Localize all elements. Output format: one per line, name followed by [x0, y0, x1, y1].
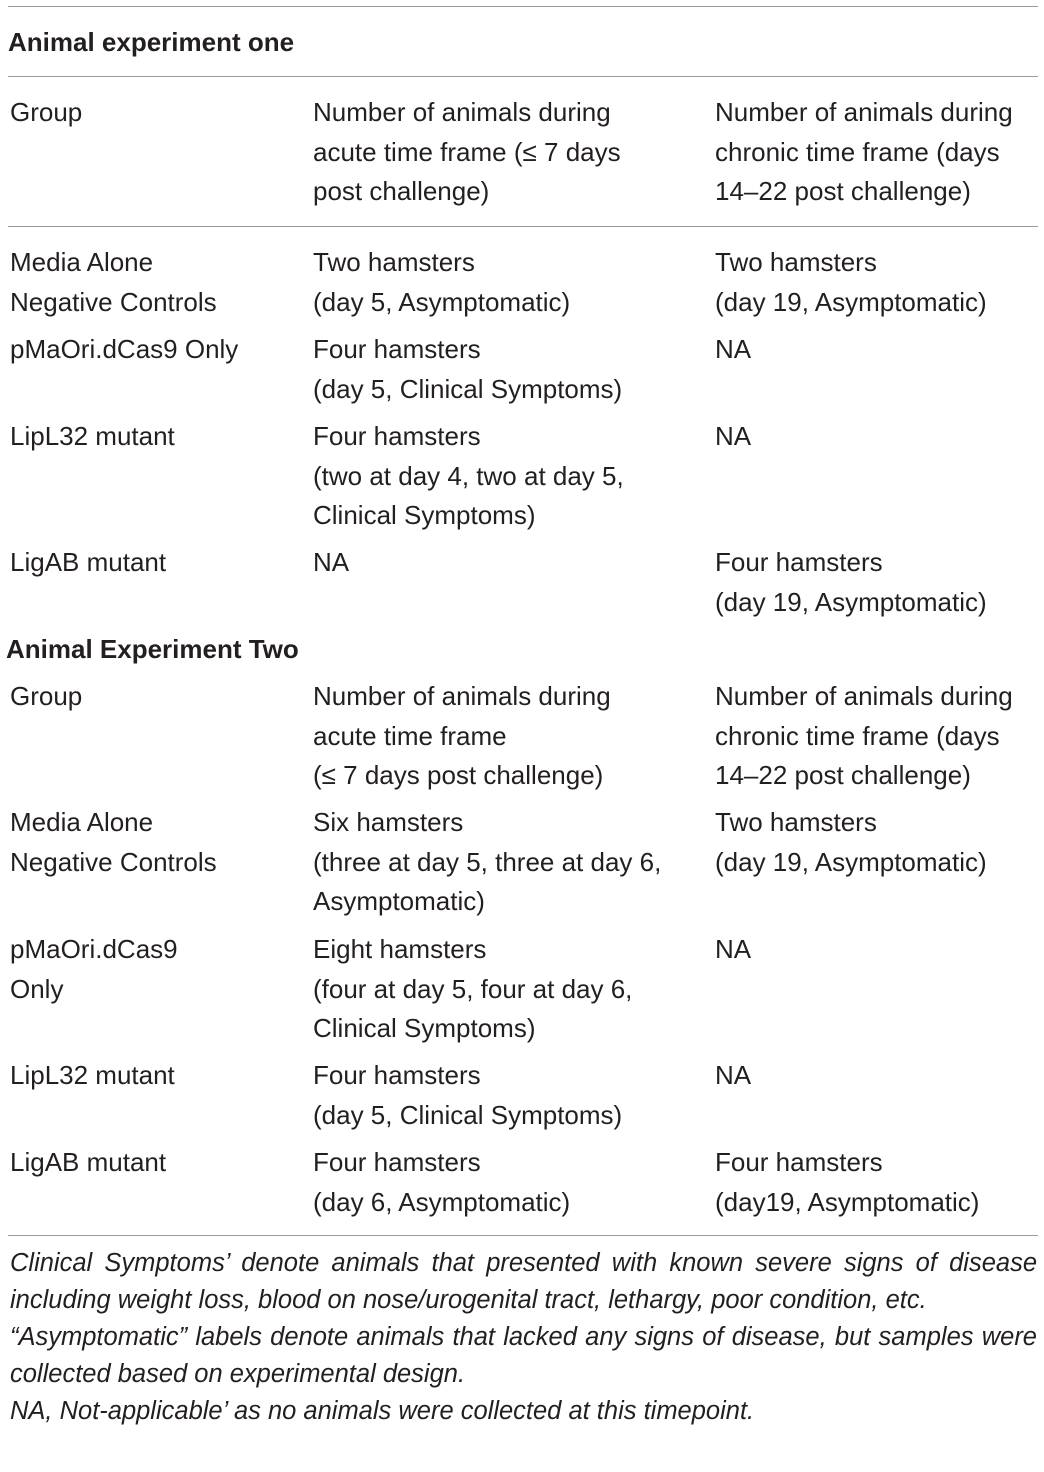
- group-cell: LipL32 mutant: [10, 421, 175, 451]
- chronic-cell: NA: [715, 334, 752, 364]
- header-acute: Number of animals during acute time frame (≤ 7 days post challenge): [313, 681, 611, 790]
- group-cell: LigAB mutant: [10, 547, 167, 577]
- chronic-cell: Four hamsters (day 19, Asymptomatic): [715, 547, 987, 617]
- header-rule: [8, 226, 1038, 227]
- chronic-cell: NA: [715, 421, 752, 451]
- header-group: Group: [10, 681, 83, 711]
- acute-cell: NA: [313, 547, 350, 577]
- table-footnotes: [10, 1245, 1037, 1430]
- header-group: Group: [10, 97, 83, 127]
- group-cell: pMaOri.dCas9 Only: [10, 334, 239, 364]
- group-cell: pMaOri.dCas9 Only: [10, 934, 178, 1004]
- chronic-cell: Two hamsters (day 19, Asymptomatic): [715, 807, 987, 877]
- header-chronic: Number of animals during chronic time frame (days 14–22 post challenge): [715, 97, 1013, 206]
- section-title-experiment-two: Animal Experiment Two: [6, 634, 299, 664]
- group-cell: Media Alone Negative Controls: [10, 807, 217, 877]
- chronic-cell: Four hamsters (day19, Asymptomatic): [715, 1147, 980, 1217]
- acute-cell: Four hamsters (day 5, Clinical Symptoms): [313, 334, 623, 404]
- footnote-not-applicable: NA, Not-applicable’ as no animals were collected at this timepoint.: [10, 1397, 755, 1425]
- table-top-rule: [8, 6, 1038, 7]
- section-title-experiment-one: Animal experiment one: [8, 27, 295, 57]
- header-acute: Number of animals during acute time frame (≤ 7 days post challenge): [313, 97, 621, 206]
- group-cell: Media Alone Negative Controls: [10, 247, 217, 317]
- footnote-clinical-symptoms: Clinical Symptoms’ denote animals that presented with known severe signs of disease including weight loss, blood on nose/urogenital tract, lethargy, poor condition, etc.: [10, 1249, 1037, 1314]
- table-bottom-rule: [8, 1235, 1038, 1236]
- acute-cell: Two hamsters (day 5, Asymptomatic): [313, 247, 571, 317]
- chronic-cell: Two hamsters (day 19, Asymptomatic): [715, 247, 987, 317]
- acute-cell: Eight hamsters (four at day 5, four at day 6, Clinical Symptoms): [313, 934, 633, 1043]
- group-cell: LigAB mutant: [10, 1147, 167, 1177]
- group-cell: LipL32 mutant: [10, 1060, 175, 1090]
- acute-cell: Six hamsters (three at day 5, three at day 6, Asymptomatic): [313, 807, 662, 916]
- acute-cell: Four hamsters (two at day 4, two at day 5, Clinical Symptoms): [313, 421, 624, 530]
- section-title-rule: [8, 76, 1038, 77]
- acute-cell: Four hamsters (day 5, Clinical Symptoms): [313, 1060, 623, 1130]
- chronic-cell: NA: [715, 934, 752, 964]
- header-chronic: Number of animals during chronic time frame (days 14–22 post challenge): [715, 681, 1013, 790]
- chronic-cell: NA: [715, 1060, 752, 1090]
- footnote-asymptomatic: “Asymptomatic” labels denote animals that lacked any signs of disease, but samples were collected based on experimental design.: [10, 1323, 1037, 1388]
- acute-cell: Four hamsters (day 6, Asymptomatic): [313, 1147, 571, 1217]
